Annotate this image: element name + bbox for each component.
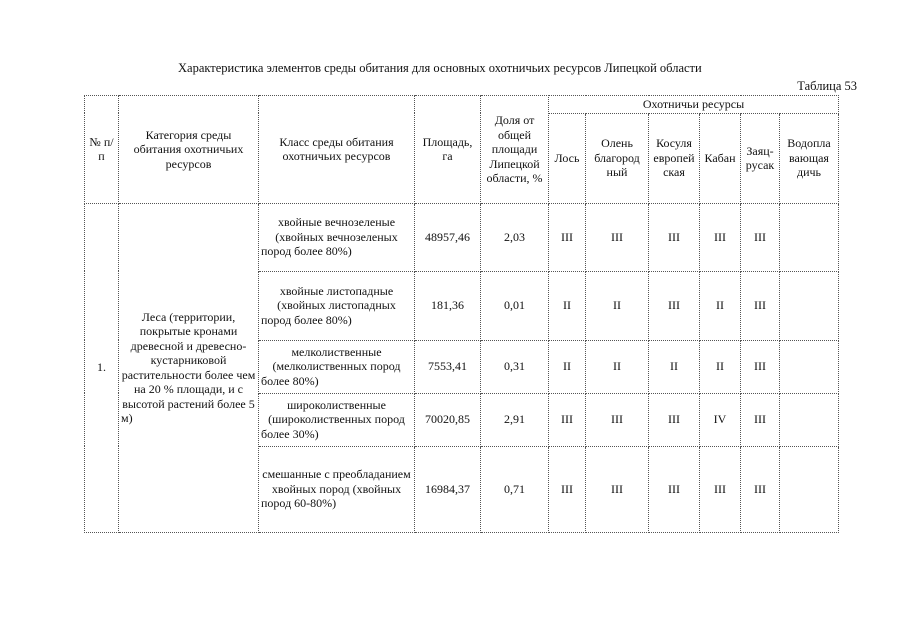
header-category: Категория среды обитания охотничьих ресурсов xyxy=(119,96,259,204)
roe-deer-class: III xyxy=(649,203,700,271)
row-group-category: Леса (территории, покрытые кронами древесной и древесно-кустарниковой растительности более чем на 20 % площади, и с высотой растений более 5 м) xyxy=(119,203,259,532)
roe-deer-class: III xyxy=(649,271,700,340)
hare-class: III xyxy=(741,446,780,532)
row-group-number: 1. xyxy=(85,203,119,532)
share-value: 2,91 xyxy=(481,393,549,446)
hare-class: III xyxy=(741,271,780,340)
habitat-table xyxy=(84,95,839,533)
header-resources-group: Охотничьи ресурсы xyxy=(549,96,839,114)
boar-class: II xyxy=(700,271,741,340)
habitat-class: смешанные с преобладанием хвойных пород (хвойных пород 60-80%) xyxy=(259,446,415,532)
header-row-1 xyxy=(85,96,839,114)
moose-class: III xyxy=(549,446,586,532)
roe-deer-class: II xyxy=(649,340,700,393)
header-area: Площадь, га xyxy=(415,96,481,204)
area-value: 181,36 xyxy=(415,271,481,340)
red-deer-class: III xyxy=(586,393,649,446)
red-deer-class: II xyxy=(586,340,649,393)
header-resource-roe-deer: Косуля европей ская xyxy=(649,113,700,203)
header-resource-hare: Заяц-русак xyxy=(741,113,780,203)
waterfowl-class xyxy=(780,271,839,340)
boar-class: II xyxy=(700,340,741,393)
share-value: 2,03 xyxy=(481,203,549,271)
moose-class: II xyxy=(549,271,586,340)
boar-class: IV xyxy=(700,393,741,446)
header-num: № п/п xyxy=(85,96,119,204)
hare-class: III xyxy=(741,203,780,271)
header-share: Доля от общей площади Липецкой области, % xyxy=(481,96,549,204)
habitat-class: хвойные вечнозеленые (хвойных вечнозеленых пород более 80%) xyxy=(259,203,415,271)
moose-class: III xyxy=(549,393,586,446)
waterfowl-class xyxy=(780,203,839,271)
header-resource-boar: Кабан xyxy=(700,113,741,203)
hare-class: III xyxy=(741,340,780,393)
share-value: 0,71 xyxy=(481,446,549,532)
red-deer-class: III xyxy=(586,203,649,271)
area-value: 70020,85 xyxy=(415,393,481,446)
roe-deer-class: III xyxy=(649,393,700,446)
boar-class: III xyxy=(700,203,741,271)
waterfowl-class xyxy=(780,446,839,532)
share-value: 0,01 xyxy=(481,271,549,340)
header-resource-waterfowl: Водопла вающая дичь xyxy=(780,113,839,203)
waterfowl-class xyxy=(780,340,839,393)
header-resource-red-deer: Олень благород ный xyxy=(586,113,649,203)
waterfowl-class xyxy=(780,393,839,446)
moose-class: II xyxy=(549,340,586,393)
red-deer-class: II xyxy=(586,271,649,340)
roe-deer-class: III xyxy=(649,446,700,532)
habitat-class: хвойные листопадные (хвойных листопадных пород более 80%) xyxy=(259,271,415,340)
header-class: Класс среды обитания охотничьих ресурсов xyxy=(259,96,415,204)
red-deer-class: III xyxy=(586,446,649,532)
area-value: 7553,41 xyxy=(415,340,481,393)
share-value: 0,31 xyxy=(481,340,549,393)
table-row xyxy=(85,203,839,271)
area-value: 48957,46 xyxy=(415,203,481,271)
header-resource-moose: Лось xyxy=(549,113,586,203)
habitat-class: широколиственные (широколиственных пород более 30%) xyxy=(259,393,415,446)
moose-class: III xyxy=(549,203,586,271)
hare-class: III xyxy=(741,393,780,446)
boar-class: III xyxy=(700,446,741,532)
habitat-class: мелколиственные (мелколиственных пород более 80%) xyxy=(259,340,415,393)
document-title: Характеристика элементов среды обитания для основных охотничьих ресурсов Липецкой области xyxy=(178,61,702,75)
area-value: 16984,37 xyxy=(415,446,481,532)
table-number-label: Таблица 53 xyxy=(797,79,857,93)
